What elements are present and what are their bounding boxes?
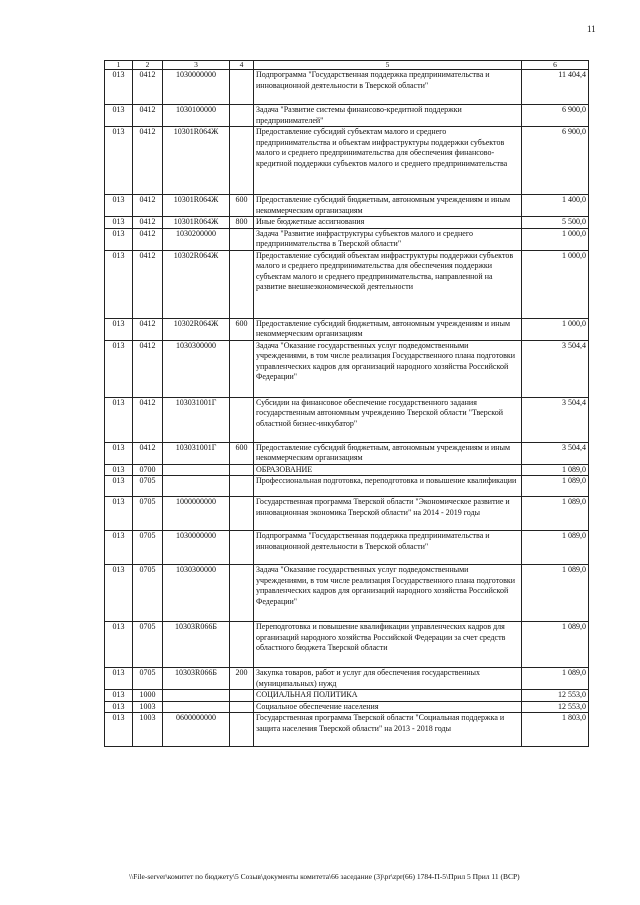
amount-cell: 1 000,0	[522, 318, 589, 340]
dept-code-cell: 013	[105, 497, 133, 531]
section-code-cell: 1003	[133, 713, 163, 747]
expense-type-cell	[230, 531, 254, 565]
target-code-cell: 1000000000	[163, 497, 230, 531]
dept-code-cell: 013	[105, 690, 133, 702]
section-code-cell: 0705	[133, 497, 163, 531]
amount-cell: 1 089,0	[522, 565, 589, 622]
expense-type-cell: 800	[230, 217, 254, 229]
target-code-cell: 1030300000	[163, 565, 230, 622]
section-code-cell: 1000	[133, 690, 163, 702]
amount-cell: 3 504,4	[522, 442, 589, 464]
description-cell: Задача "Развитие инфраструктуры субъектов малого и среднего предпринимательства в Тверской области"	[254, 228, 522, 250]
description-cell: Предоставление субсидий объектам инфраструктуры поддержки субъектов малого и среднего предпринимательства для обеспечения поддержки субъектам малого и среднего предпринимательства, направленной на развитие внешнеэкономической деятельности	[254, 250, 522, 318]
description-cell: Предоставление субсидий бюджетным, автономным учреждениям и иным некоммерческим организациям	[254, 195, 522, 217]
target-code-cell: 10302R064Ж	[163, 318, 230, 340]
amount-cell: 12 553,0	[522, 701, 589, 713]
target-code-cell: 1030200000	[163, 228, 230, 250]
dept-code-cell: 013	[105, 318, 133, 340]
target-code-cell: 103031001Г	[163, 442, 230, 464]
table-row	[105, 531, 589, 565]
target-code-cell: 10301R064Ж	[163, 195, 230, 217]
expense-type-cell	[230, 565, 254, 622]
dept-code-cell: 013	[105, 127, 133, 195]
table-row	[105, 713, 589, 747]
description-cell: СОЦИАЛЬНАЯ ПОЛИТИКА	[254, 690, 522, 702]
amount-cell: 12 553,0	[522, 690, 589, 702]
table-row	[105, 228, 589, 250]
dept-code-cell: 013	[105, 340, 133, 397]
description-cell: Иные бюджетные ассигнования	[254, 217, 522, 229]
amount-cell: 3 504,4	[522, 397, 589, 442]
page-number: 11	[587, 24, 596, 34]
column-header: 1	[105, 61, 133, 70]
section-code-cell: 0412	[133, 442, 163, 464]
file-path-footer: \\File-server\комитет по бюджету\5 Созыв\документы комитета\66 заседание (3)\pr\zpr(66) 1784-П-5\Прил 5 Прил 11 (ВСР)	[129, 872, 520, 881]
table-row	[105, 217, 589, 229]
target-code-cell: 10303R066Б	[163, 668, 230, 690]
table-row	[105, 565, 589, 622]
dept-code-cell: 013	[105, 442, 133, 464]
table-row	[105, 105, 589, 127]
description-cell: Государственная программа Тверской области "Социальная поддержка и защита населения Тверской области" на 2013 - 2018 годы	[254, 713, 522, 747]
section-code-cell: 0412	[133, 127, 163, 195]
section-code-cell: 0705	[133, 565, 163, 622]
section-code-cell: 0412	[133, 228, 163, 250]
column-header: 6	[522, 61, 589, 70]
expense-type-cell	[230, 701, 254, 713]
table-row	[105, 668, 589, 690]
table-row	[105, 476, 589, 497]
expense-type-cell	[230, 690, 254, 702]
column-header: 2	[133, 61, 163, 70]
amount-cell: 1 803,0	[522, 713, 589, 747]
dept-code-cell: 013	[105, 701, 133, 713]
target-code-cell	[163, 464, 230, 476]
table-header-row	[105, 61, 589, 70]
target-code-cell: 103031001Г	[163, 397, 230, 442]
amount-cell: 1 089,0	[522, 531, 589, 565]
target-code-cell: 10301R064Ж	[163, 217, 230, 229]
amount-cell: 1 089,0	[522, 497, 589, 531]
expense-type-cell	[230, 397, 254, 442]
dept-code-cell: 013	[105, 713, 133, 747]
target-code-cell: 10303R066Б	[163, 622, 230, 668]
section-code-cell: 0705	[133, 668, 163, 690]
expense-type-cell	[230, 476, 254, 497]
dept-code-cell: 013	[105, 531, 133, 565]
table-row	[105, 195, 589, 217]
dept-code-cell: 013	[105, 565, 133, 622]
section-code-cell: 0705	[133, 622, 163, 668]
dept-code-cell: 013	[105, 217, 133, 229]
budget-table	[104, 60, 589, 747]
description-cell: Задача "Развитие системы финансово-кредитной поддержки предпринимателей"	[254, 105, 522, 127]
dept-code-cell: 013	[105, 476, 133, 497]
table-row	[105, 340, 589, 397]
description-cell: Задача "Оказание государственных услуг подведомственными учреждениями, в том числе реализация Государственного плана подготовки управленческих кадров для организаций народного хозяйства Российской Федерации"	[254, 340, 522, 397]
expense-type-cell	[230, 340, 254, 397]
dept-code-cell: 013	[105, 70, 133, 105]
target-code-cell	[163, 701, 230, 713]
description-cell: ОБРАЗОВАНИЕ	[254, 464, 522, 476]
table-row	[105, 701, 589, 713]
amount-cell: 6 900,0	[522, 105, 589, 127]
dept-code-cell: 013	[105, 397, 133, 442]
description-cell: Социальное обеспечение населения	[254, 701, 522, 713]
target-code-cell: 1030000000	[163, 531, 230, 565]
target-code-cell: 1030000000	[163, 70, 230, 105]
table-row	[105, 442, 589, 464]
description-cell: Субсидии на финансовое обеспечение государственного задания государственным автономным учреждению Тверской области "Тверской областной бизнес-инкубатор"	[254, 397, 522, 442]
table-row	[105, 497, 589, 531]
amount-cell: 6 900,0	[522, 127, 589, 195]
target-code-cell: 0600000000	[163, 713, 230, 747]
expense-type-cell	[230, 497, 254, 531]
dept-code-cell: 013	[105, 668, 133, 690]
description-cell: Переподготовка и повышение квалификации управленческих кадров для организаций народного хозяйства Российской Федерации за счет средств областного бюджета Тверской области	[254, 622, 522, 668]
section-code-cell: 0412	[133, 250, 163, 318]
expense-type-cell	[230, 228, 254, 250]
section-code-cell: 0412	[133, 195, 163, 217]
section-code-cell: 1003	[133, 701, 163, 713]
table-body	[105, 70, 589, 747]
description-cell: Подпрограмма "Государственная поддержка предпринимательства и инновационной деятельности в Тверской области"	[254, 531, 522, 565]
expense-type-cell	[230, 70, 254, 105]
expense-type-cell: 600	[230, 195, 254, 217]
table-row	[105, 464, 589, 476]
section-code-cell: 0412	[133, 70, 163, 105]
section-code-cell: 0700	[133, 464, 163, 476]
section-code-cell: 0412	[133, 105, 163, 127]
description-cell: Профессиональная подготовка, переподготовка и повышение квалификации	[254, 476, 522, 497]
amount-cell: 1 089,0	[522, 464, 589, 476]
description-cell: Предоставление субсидий бюджетным, автономным учреждениям и иным некоммерческим организациям	[254, 442, 522, 464]
expense-type-cell	[230, 713, 254, 747]
expense-type-cell: 600	[230, 318, 254, 340]
description-cell: Государственная программа Тверской области "Экономическое развитие и инновационная экономика Тверской области" на 2014 - 2019 годы	[254, 497, 522, 531]
description-cell: Предоставление субсидий бюджетным, автономным учреждениям и иным некоммерческим организациям	[254, 318, 522, 340]
dept-code-cell: 013	[105, 250, 133, 318]
column-header: 3	[163, 61, 230, 70]
description-cell: Задача "Оказание государственных услуг подведомственными учреждениями, в том числе реализация Государственного плана подготовки управленческих кадров для организаций народного хозяйства Российской Федерации"	[254, 565, 522, 622]
table-row	[105, 127, 589, 195]
amount-cell: 11 404,4	[522, 70, 589, 105]
section-code-cell: 0412	[133, 318, 163, 340]
expense-type-cell	[230, 127, 254, 195]
target-code-cell: 10302R064Ж	[163, 250, 230, 318]
target-code-cell	[163, 690, 230, 702]
dept-code-cell: 013	[105, 105, 133, 127]
amount-cell: 1 089,0	[522, 476, 589, 497]
expense-type-cell: 600	[230, 442, 254, 464]
section-code-cell: 0412	[133, 397, 163, 442]
description-cell: Подпрограмма "Государственная поддержка предпринимательства и инновационной деятельности в Тверской области"	[254, 70, 522, 105]
description-cell: Закупка товаров, работ и услуг для обеспечения государственных (муниципальных) нужд	[254, 668, 522, 690]
section-code-cell: 0705	[133, 476, 163, 497]
column-header: 4	[230, 61, 254, 70]
target-code-cell	[163, 476, 230, 497]
amount-cell: 3 504,4	[522, 340, 589, 397]
table-row	[105, 690, 589, 702]
section-code-cell: 0705	[133, 531, 163, 565]
amount-cell: 1 000,0	[522, 228, 589, 250]
table-row	[105, 622, 589, 668]
dept-code-cell: 013	[105, 622, 133, 668]
amount-cell: 1 089,0	[522, 668, 589, 690]
section-code-cell: 0412	[133, 340, 163, 397]
description-cell: Предоставление субсидий субъектам малого и среднего предпринимательства и объектам инфраструктуры поддержки субъектов малого и среднего предпринимательства для обеспечения финансово-кредитной поддержки субъектов малого и среднего предпринимательства	[254, 127, 522, 195]
expense-type-cell	[230, 105, 254, 127]
section-code-cell: 0412	[133, 217, 163, 229]
amount-cell: 1 000,0	[522, 250, 589, 318]
column-header: 5	[254, 61, 522, 70]
amount-cell: 5 500,0	[522, 217, 589, 229]
expense-type-cell	[230, 250, 254, 318]
table-row	[105, 250, 589, 318]
dept-code-cell: 013	[105, 195, 133, 217]
dept-code-cell: 013	[105, 228, 133, 250]
target-code-cell: 1030300000	[163, 340, 230, 397]
table-row	[105, 397, 589, 442]
expense-type-cell	[230, 622, 254, 668]
dept-code-cell: 013	[105, 464, 133, 476]
table-row	[105, 70, 589, 105]
expense-type-cell	[230, 464, 254, 476]
target-code-cell: 10301R064Ж	[163, 127, 230, 195]
target-code-cell: 1030100000	[163, 105, 230, 127]
table-row	[105, 318, 589, 340]
amount-cell: 1 400,0	[522, 195, 589, 217]
amount-cell: 1 089,0	[522, 622, 589, 668]
expense-type-cell: 200	[230, 668, 254, 690]
